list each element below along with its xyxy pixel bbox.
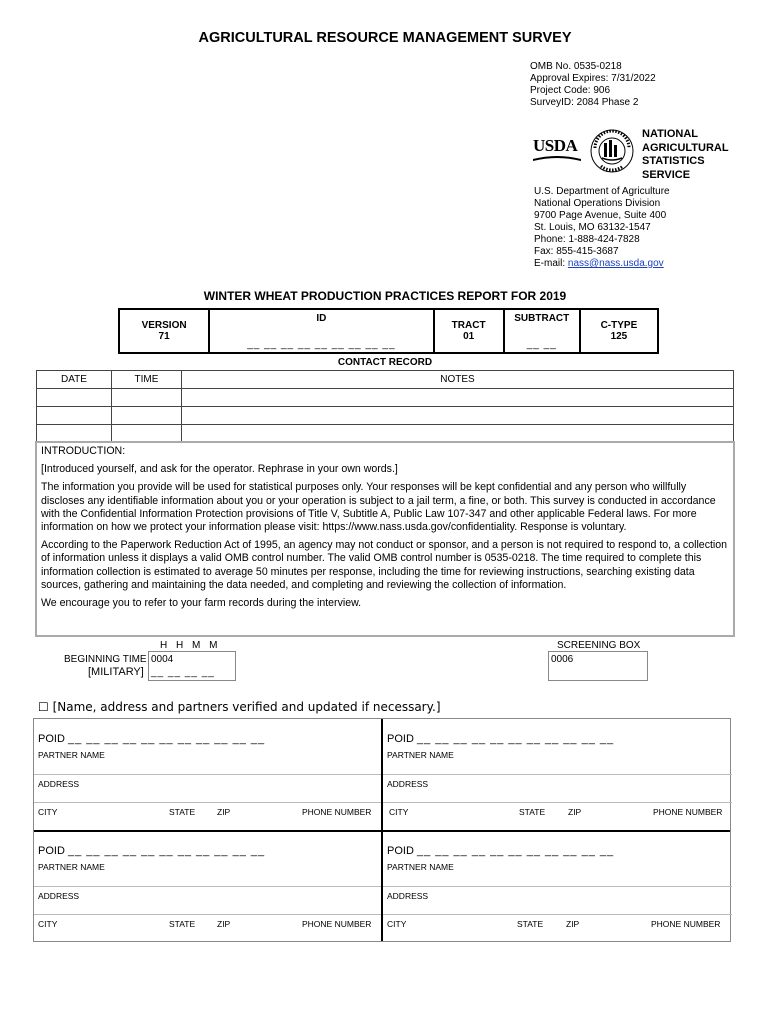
zip-label: ZIP	[568, 807, 582, 817]
zip-label: ZIP	[217, 919, 231, 929]
partner-name-field[interactable]	[34, 746, 383, 774]
notes-cell[interactable]	[182, 425, 734, 443]
email-line	[534, 258, 670, 270]
id-cell	[209, 309, 433, 353]
agency-name-line: NATIONAL	[642, 128, 699, 140]
tract-cell	[434, 309, 504, 353]
city-label: CITY	[38, 919, 58, 929]
time-cell[interactable]	[112, 389, 182, 407]
date-cell[interactable]	[37, 389, 112, 407]
intro-paperwork-act: According to the Paperwork Reduction Act of 1995, an agency may not conduct or sponsor, and a person is not required to respond to, a collection of information unless it displays a valid OMB control number. The valid OMB control number is 0535-0218. The time required to complete this information collection is estimated to average 50 minutes per response, including the time for reviewing instructions, searching existing data sources, gathering and maintaining the data needed, and completing and reviewing the collection of information.	[41, 539, 728, 591]
nass-logo	[533, 128, 733, 183]
omb-line: Approval Expires: 7/31/2022	[530, 73, 656, 84]
id-label: ID	[316, 313, 327, 324]
agency-name-line: SERVICE	[642, 168, 691, 181]
omb-line: OMB No. 0535-0218	[530, 61, 622, 72]
poid-field[interactable]	[38, 845, 265, 857]
state-label: STATE	[169, 807, 196, 817]
time-blanks: __ __ __ __	[151, 667, 215, 678]
partner-block	[34, 831, 383, 943]
poid-blanks: __ __ __ __ __ __ __ __ __ __ __	[416, 733, 615, 745]
partner-block	[383, 831, 732, 943]
contact-record-title: CONTACT RECORD	[337, 357, 433, 368]
date-header: DATE	[37, 371, 112, 389]
time-cell[interactable]	[112, 407, 182, 425]
intro-records-note: We encourage you to refer to your farm records during the interview.	[41, 597, 362, 610]
partner-block	[383, 719, 732, 831]
poid-field[interactable]	[38, 733, 265, 745]
city-label: CITY	[38, 807, 58, 817]
survey-title: AGRICULTURAL RESOURCE MANAGEMENT SURVEY	[198, 30, 572, 46]
time-header: TIME	[112, 371, 182, 389]
address-line: U.S. Department of Agriculture	[534, 186, 670, 197]
version-label: VERSION	[141, 320, 187, 331]
partner-name-label: PARTNER NAME	[387, 862, 454, 872]
city-state-zip-phone-row[interactable]	[34, 802, 383, 830]
contact-record-table	[36, 370, 734, 443]
intro-instruction: [Introduced yourself, and ask for the operator. Rephrase in your own words.]	[41, 463, 398, 476]
address-line: Fax: 855-415-3687	[534, 246, 619, 257]
contact-row	[37, 389, 734, 407]
time-code: 0004	[151, 654, 174, 665]
screening-box-label: SCREENING BOX	[557, 640, 641, 651]
subtract-blanks[interactable]: __ __	[526, 339, 557, 350]
agency-name-line: AGRICULTURAL	[642, 141, 729, 154]
zip-label: ZIP	[566, 919, 580, 929]
usda-swoosh-icon	[533, 155, 581, 161]
subtract-label: SUBTRACT	[514, 313, 570, 324]
omb-info	[530, 61, 656, 109]
military-label: [MILITARY]	[88, 666, 144, 678]
notes-cell[interactable]	[182, 407, 734, 425]
poid-blanks: __ __ __ __ __ __ __ __ __ __ __	[67, 733, 266, 745]
tract-value: 01	[463, 331, 475, 342]
city-state-zip-phone-row[interactable]	[34, 914, 383, 942]
time-cell[interactable]	[112, 425, 182, 443]
address-field[interactable]	[383, 886, 732, 914]
address-line: St. Louis, MO 63132-1547	[534, 222, 651, 233]
address-label: ADDRESS	[38, 891, 80, 901]
intro-confidentiality: The information you provide will be used for statistical purposes only. Your responses will be kept confidential and any person who willfully discloses any identifiable information about you or your operation is subject to a jail term, a fine, or both. This survey is conducted in accordance with the Confidential Information Protection provisions of Title V, Subtitle A, Public Law 107-347 and other applicable Federal laws. For more information on how we protect your information please visit: https://www.nass.usda.gov/confidentiality. Response is voluntary.	[41, 481, 716, 534]
agency-address	[534, 186, 670, 270]
partner-name-label: PARTNER NAME	[387, 750, 454, 760]
phone-label: PHONE NUMBER	[653, 807, 723, 817]
agriculture-counts-seal-icon	[589, 128, 635, 174]
screening-code: 0006	[551, 654, 574, 665]
phone-label: PHONE NUMBER	[651, 919, 721, 929]
id-blanks[interactable]: __ __ __ __ __ __ __ __ __	[247, 339, 396, 350]
address-field[interactable]	[383, 774, 732, 802]
intro-heading: INTRODUCTION:	[41, 445, 126, 457]
ctype-value: 125	[610, 331, 628, 342]
poid-label: POID	[387, 733, 414, 745]
partner-block	[34, 719, 383, 831]
version-cell	[119, 309, 209, 353]
phone-label: PHONE NUMBER	[302, 919, 372, 929]
zip-label: ZIP	[217, 807, 231, 817]
beginning-time-label: BEGINNING TIME	[64, 654, 147, 665]
poid-blanks: __ __ __ __ __ __ __ __ __ __ __	[67, 845, 266, 857]
verify-text: [Name, address and partners verified and updated if necessary.]	[52, 700, 441, 714]
city-state-zip-phone-row[interactable]	[383, 802, 732, 830]
city-label: CITY	[389, 807, 409, 817]
phone-label: PHONE NUMBER	[302, 807, 372, 817]
omb-line: SurveyID: 2084 Phase 2	[530, 97, 639, 108]
screening-box-field[interactable]	[548, 651, 648, 681]
address-label: ADDRESS	[38, 779, 80, 789]
poid-label: POID	[387, 845, 414, 857]
introduction-box	[35, 441, 735, 637]
report-title: WINTER WHEAT PRODUCTION PRACTICES REPORT FOR 2019	[203, 289, 567, 303]
beginning-time-field[interactable]	[148, 651, 236, 681]
usda-logo: USDA	[533, 136, 578, 155]
poid-label: POID	[38, 733, 65, 745]
agency-name	[642, 128, 729, 182]
omb-line: Project Code: 906	[530, 85, 611, 96]
notes-cell[interactable]	[182, 389, 734, 407]
version-value: 71	[158, 331, 170, 342]
address-label: ADDRESS	[387, 779, 429, 789]
email-label: E-mail:	[534, 258, 568, 269]
email-link[interactable]: nass@nass.usda.gov	[567, 258, 664, 269]
poid-label: POID	[38, 845, 65, 857]
verify-checkbox[interactable]: ☐	[38, 700, 49, 714]
state-label: STATE	[519, 807, 546, 817]
partner-name-field[interactable]	[383, 858, 732, 886]
date-cell[interactable]	[37, 425, 112, 443]
poid-blanks: __ __ __ __ __ __ __ __ __ __ __	[416, 845, 615, 857]
poid-field[interactable]	[387, 845, 614, 857]
partner-name-label: PARTNER NAME	[38, 750, 105, 760]
state-label: STATE	[517, 919, 544, 929]
city-state-zip-phone-row[interactable]	[383, 914, 732, 942]
tract-label: TRACT	[451, 320, 486, 331]
address-line: Phone: 1-888-424-7828	[534, 234, 640, 245]
contact-row	[37, 407, 734, 425]
notes-header: NOTES	[182, 371, 734, 389]
partner-name-label: PARTNER NAME	[38, 862, 105, 872]
address-field[interactable]	[34, 886, 383, 914]
partner-name-field[interactable]	[34, 858, 383, 886]
contact-row	[37, 425, 734, 443]
hhmm-label: H H M M	[160, 640, 221, 651]
city-label: CITY	[387, 919, 407, 929]
contact-header-row	[37, 371, 734, 389]
address-label: ADDRESS	[387, 891, 429, 901]
verification-line	[38, 700, 441, 714]
poid-field[interactable]	[387, 733, 614, 745]
address-line: National Operations Division	[534, 198, 661, 209]
partners-divider-horizontal	[34, 830, 730, 832]
address-line: 9700 Page Avenue, Suite 400	[534, 210, 667, 221]
address-field[interactable]	[34, 774, 383, 802]
partner-name-field[interactable]	[383, 746, 732, 774]
report-id-table	[118, 308, 659, 354]
ctype-label: C-TYPE	[600, 320, 638, 331]
ctype-cell	[580, 309, 658, 353]
state-label: STATE	[169, 919, 196, 929]
subtract-cell	[504, 309, 580, 353]
agency-name-line: STATISTICS	[642, 155, 705, 167]
date-cell[interactable]	[37, 407, 112, 425]
